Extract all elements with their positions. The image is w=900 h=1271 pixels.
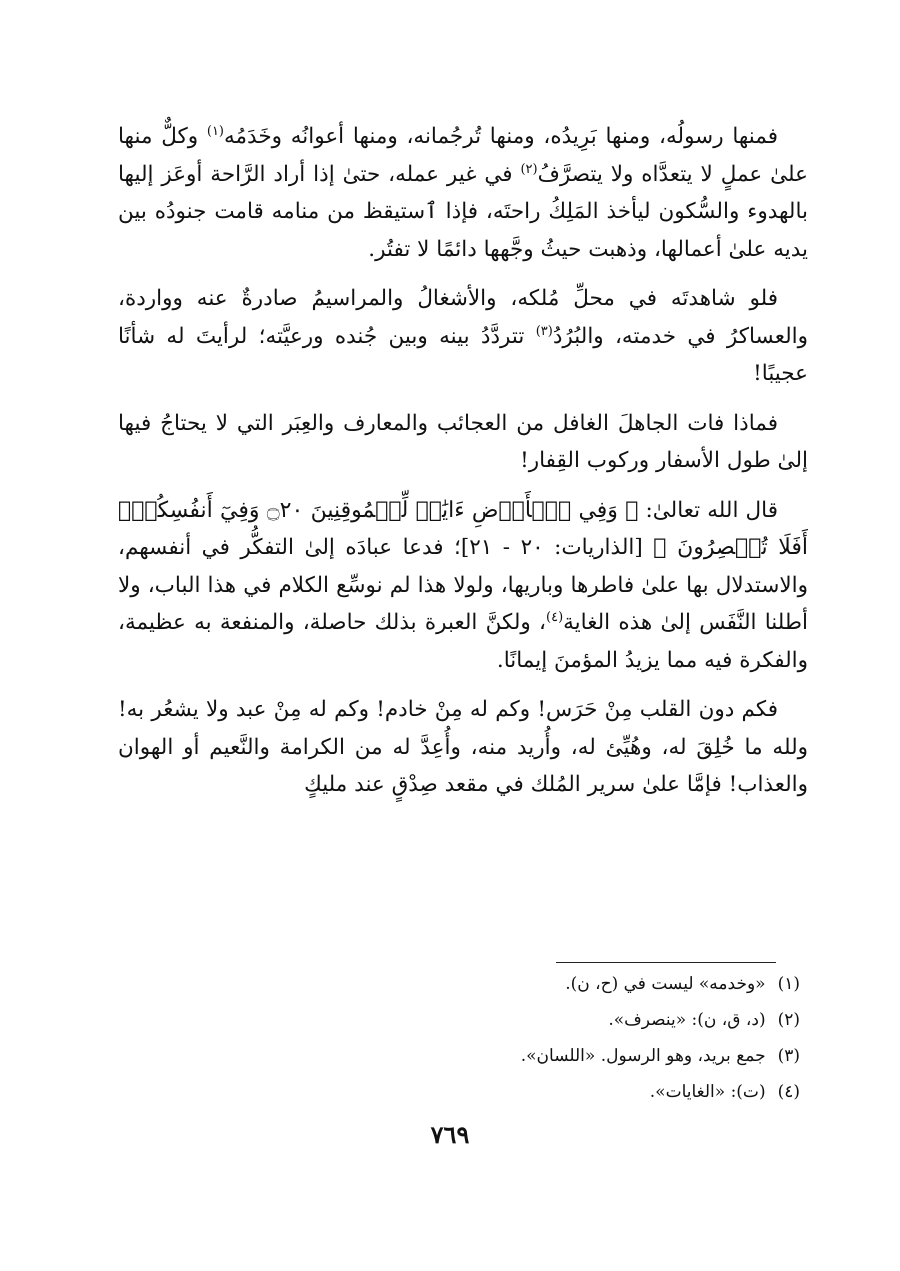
- footnote: [300, 1038, 800, 1074]
- text-segment: [الذاريات: ٢٠ - ٢١]؛ فدعا عبادَه إلىٰ التفكُّر في أنفسهم، والاستدلال بها علىٰ فاطرها وباريها، ولولا هذا لم نوسِّع الكلام في هذا الباب، ولا أطلنا النَّفَس إلىٰ هذه الغاية: [118, 535, 808, 635]
- text-segment: فمنها رسولُه، ومنها بَرِيدُه، ومنها تُرجُمانه، ومنها أعوانُه وخَدَمُه: [224, 124, 778, 149]
- page-number: ٧٦٩: [430, 1120, 470, 1149]
- text-segment: فماذا فات الجاهلَ الغافل من العجائب والمعارف والعِبَر التي لا يحتاجُ فيها إلىٰ طول الأسفار وركوب القِفار!: [118, 410, 808, 473]
- text-segment: في غير عمله، حتىٰ إذا أراد الرَّاحة أوعَز إليها بالهدوء والسُّكون ليأخذ المَلِكُ راحتَه، فإذا ٱستيقظ من منامه قامت جنودُه بين يديه علىٰ أعمالها، وذهبت حيثُ وجَّهها دائمًا لا تفتُر.: [118, 161, 808, 262]
- quran-verse: ﴿ وَفِي ٱلۡأَرۡضِ ءَايَٰتٞ لِّلۡمُوقِنِينَ ۝٢٠ وَفِيٓ أَنفُسِكُمۡۚ أَفَلَا تُبۡصِرُونَ ﴾: [118, 497, 808, 560]
- paragraph: [118, 691, 808, 804]
- footnote-reference: (٤): [546, 609, 564, 625]
- footnote-text: جمع بريد، وهو الرسول. «اللسان».: [520, 1046, 766, 1066]
- paragraph: [118, 280, 808, 393]
- footnote-separator: [556, 962, 776, 963]
- text-segment: ، ولكنَّ العبرة بذلك حاصلة، والمنفعة به عظيمة، والفكرة فيه مما يزيدُ المؤمنَ إيمانًا.: [118, 610, 808, 673]
- paragraph: [118, 492, 808, 680]
- footnote-reference: (٢): [520, 161, 538, 177]
- footnote: [300, 1074, 800, 1110]
- footnotes: [300, 966, 800, 1110]
- footnote-text: «وخدمه» ليست في (ح، ن).: [565, 974, 766, 994]
- paragraph: [118, 405, 808, 480]
- text-segment: فكم دون القلب مِنْ حَرَس! وكم له مِنْ خادم! وكم له مِنْ عبد ولا يشعُر به! ولله ما خُلِقَ له، وهُيِّئ له، وأُريد منه، وأُعِدَّ له من الكرامة والنَّعيم أو الهوان والعذاب! فإمَّا علىٰ سرير المُلك في مقعد صِدْقٍ عند مليكٍ: [118, 697, 808, 797]
- footnote-number: (٤): [777, 1082, 800, 1102]
- text-segment: وكلٌّ منها علىٰ عملٍ لا يتعدَّاه ولا يتصرَّفُ: [118, 124, 809, 187]
- footnote-text: (د، ق، ن): «ينصرف».: [608, 1010, 766, 1030]
- footnote-text: (ت): «الغايات».: [649, 1082, 766, 1102]
- footnote-number: (١): [777, 974, 800, 994]
- text-segment: قال الله تعالىٰ:: [638, 497, 778, 523]
- footnote: [300, 966, 800, 1002]
- footnote: [300, 1002, 800, 1038]
- text-segment: فلو شاهدتَه في محلِّ مُلكه، والأشغالُ والمراسيمُ صادرةٌ عنه وواردة، والعساكرُ في خدمته، والبُرُدُ: [118, 286, 808, 349]
- footnote-number: (٣): [777, 1046, 800, 1066]
- main-text: [118, 118, 808, 816]
- footnote-number: (٢): [777, 1010, 800, 1030]
- footnote-reference: (٣): [535, 323, 553, 339]
- paragraph: [118, 118, 808, 268]
- footnote-reference: (١): [206, 123, 224, 139]
- text-segment: تتردَّدُ بينه وبين جُنده ورعيَّته؛ لرأيتَ له شأنًا عجيبًا!: [118, 323, 808, 386]
